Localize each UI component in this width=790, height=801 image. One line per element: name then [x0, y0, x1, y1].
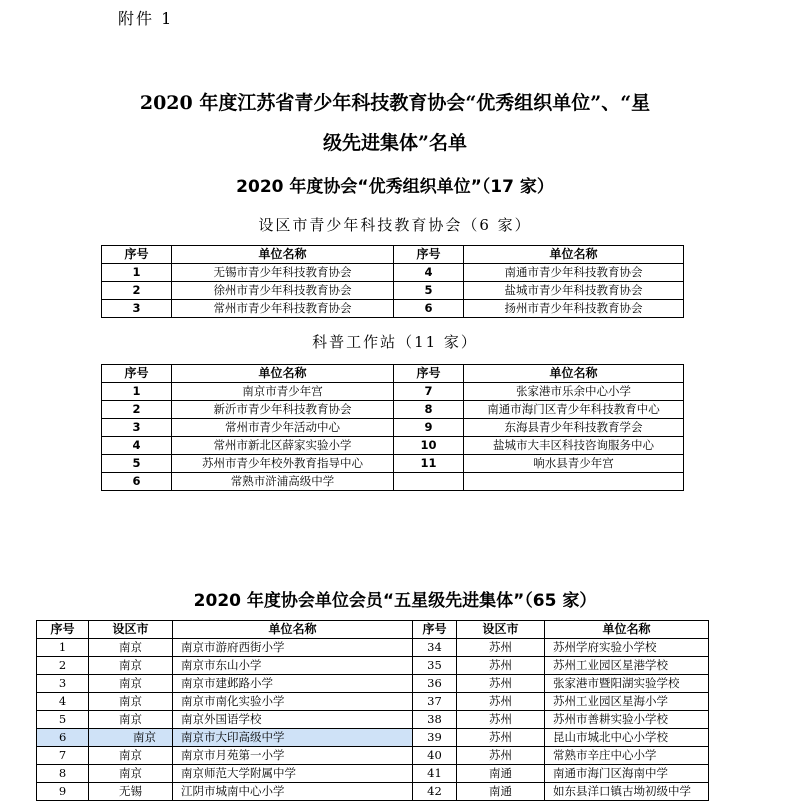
header-unit: 单位名称 — [545, 621, 709, 639]
table-association — [101, 245, 684, 318]
table-row — [37, 765, 709, 783]
seq-cell: 7 — [37, 747, 89, 765]
seq-cell: 6 — [102, 473, 172, 491]
seq-cell: 6 — [394, 300, 464, 318]
seq-cell: 36 — [413, 675, 457, 693]
table-row — [37, 711, 709, 729]
unit-cell: 南京市青少年宫 — [172, 383, 394, 401]
seq-cell: 11 — [394, 455, 464, 473]
table-row — [102, 473, 684, 491]
document-title-line-2: 级先进集体”名单 — [323, 132, 467, 154]
table-row — [102, 401, 684, 419]
district-cell: 南京 — [89, 765, 173, 783]
unit-cell: 江阴市城南中心小学 — [173, 783, 413, 801]
unit-cell: 昆山市城北中心小学校 — [545, 729, 709, 747]
district-cell: 南京 — [89, 657, 173, 675]
seq-cell: 5 — [394, 282, 464, 300]
unit-cell: 常熟市辛庄中心小学 — [545, 747, 709, 765]
header-seq: 序号 — [37, 621, 89, 639]
unit-cell: 南京师范大学附属中学 — [173, 765, 413, 783]
district-cell: 南京 — [89, 675, 173, 693]
seq-cell: 3 — [102, 419, 172, 437]
group1-caption: 设区市青少年科技教育协会（6 家） — [258, 216, 532, 234]
seq-cell-selected[interactable]: 6 — [37, 729, 89, 747]
unit-cell: 南京外国语学校 — [173, 711, 413, 729]
district-cell: 南京 — [89, 639, 173, 657]
table-row — [102, 455, 684, 473]
seq-cell: 9 — [37, 783, 89, 801]
table-workstation — [101, 364, 684, 491]
unit-cell: 苏州工业园区星海小学 — [545, 693, 709, 711]
district-cell: 南京 — [89, 711, 173, 729]
table-five-star — [36, 620, 709, 801]
unit-cell: 苏州学府实验小学校 — [545, 639, 709, 657]
unit-cell: 南京市东山小学 — [173, 657, 413, 675]
district-cell: 南京 — [89, 693, 173, 711]
seq-cell: 37 — [413, 693, 457, 711]
district-cell: 苏州 — [457, 693, 545, 711]
district-cell: 苏州 — [457, 747, 545, 765]
seq-cell: 2 — [37, 657, 89, 675]
district-cell: 南通 — [457, 783, 545, 801]
district-cell: 南京 — [89, 747, 173, 765]
unit-cell: 南京市游府西街小学 — [173, 639, 413, 657]
seq-cell — [394, 473, 464, 491]
seq-cell: 8 — [394, 401, 464, 419]
seq-cell: 9 — [394, 419, 464, 437]
district-cell: 无锡 — [89, 783, 173, 801]
unit-cell: 扬州市青少年科技教育协会 — [464, 300, 684, 318]
unit-cell: 常州市青少年活动中心 — [172, 419, 394, 437]
seq-cell: 3 — [37, 675, 89, 693]
unit-cell: 常熟市浒浦高级中学 — [172, 473, 394, 491]
table-row — [37, 657, 709, 675]
unit-cell: 东海县青少年科技教育学会 — [464, 419, 684, 437]
unit-cell: 南通市海门区海南中学 — [545, 765, 709, 783]
seq-cell: 35 — [413, 657, 457, 675]
seq-cell: 8 — [37, 765, 89, 783]
header-unit: 单位名称 — [173, 621, 413, 639]
attachment-label: 附件 1 — [118, 9, 174, 28]
unit-cell: 南京市南化实验小学 — [173, 693, 413, 711]
header-district: 设区市 — [457, 621, 545, 639]
district-cell: 南通 — [457, 765, 545, 783]
unit-cell: 如东县洋口镇古坳初级中学 — [545, 783, 709, 801]
seq-cell: 40 — [413, 747, 457, 765]
unit-cell: 南京市建邺路小学 — [173, 675, 413, 693]
section2-title: 2020 年度协会单位会员“五星级先进集体”（65 家） — [193, 591, 597, 611]
table-row — [102, 300, 684, 318]
seq-cell: 41 — [413, 765, 457, 783]
unit-cell: 南京市月苑第一小学 — [173, 747, 413, 765]
unit-cell: 盐城市青少年科技教育协会 — [464, 282, 684, 300]
unit-cell: 新沂市青少年科技教育协会 — [172, 401, 394, 419]
unit-cell: 盐城市大丰区科技咨询服务中心 — [464, 437, 684, 455]
seq-cell: 38 — [413, 711, 457, 729]
district-cell: 苏州 — [457, 729, 545, 747]
district-cell: 苏州 — [457, 711, 545, 729]
unit-cell — [464, 473, 684, 491]
district-cell: 苏州 — [457, 675, 545, 693]
unit-cell: 常州市青少年科技教育协会 — [172, 300, 394, 318]
table-row — [102, 282, 684, 300]
district-cell: 苏州 — [457, 639, 545, 657]
header-unit: 单位名称 — [172, 246, 394, 264]
unit-cell: 张家港市乐余中心小学 — [464, 383, 684, 401]
seq-cell: 2 — [102, 282, 172, 300]
document-title-line-1: 2020 年度江苏省青少年科技教育协会“优秀组织单位”、“星 — [139, 92, 651, 114]
seq-cell: 42 — [413, 783, 457, 801]
seq-cell: 4 — [37, 693, 89, 711]
seq-cell: 1 — [102, 264, 172, 282]
seq-cell: 3 — [102, 300, 172, 318]
seq-cell: 5 — [37, 711, 89, 729]
table-row — [37, 639, 709, 657]
table-header-row — [37, 621, 709, 639]
unit-cell-selected[interactable]: 南京市大印高级中学 — [173, 729, 413, 747]
unit-cell: 响水县青少年宫 — [464, 455, 684, 473]
unit-cell: 南通市海门区青少年科技教育中心 — [464, 401, 684, 419]
table-row — [102, 383, 684, 401]
unit-cell: 无锡市青少年科技教育协会 — [172, 264, 394, 282]
seq-cell: 2 — [102, 401, 172, 419]
table-row — [37, 693, 709, 711]
unit-cell: 苏州工业园区星港学校 — [545, 657, 709, 675]
group2-caption: 科普工作站（11 家） — [312, 333, 478, 351]
seq-cell: 10 — [394, 437, 464, 455]
header-seq: 序号 — [102, 246, 172, 264]
unit-cell: 张家港市暨阳湖实验学校 — [545, 675, 709, 693]
unit-cell: 苏州市善耕实验小学校 — [545, 711, 709, 729]
table-header-row — [102, 365, 684, 383]
header-unit: 单位名称 — [172, 365, 394, 383]
table-row — [102, 437, 684, 455]
table-row-selected[interactable] — [37, 729, 709, 747]
seq-cell: 4 — [102, 437, 172, 455]
seq-cell: 1 — [37, 639, 89, 657]
table-row — [37, 747, 709, 765]
table-row — [102, 264, 684, 282]
unit-cell: 南通市青少年科技教育协会 — [464, 264, 684, 282]
seq-cell: 5 — [102, 455, 172, 473]
unit-cell: 徐州市青少年科技教育协会 — [172, 282, 394, 300]
header-unit: 单位名称 — [464, 365, 684, 383]
table-row — [37, 675, 709, 693]
header-seq: 序号 — [413, 621, 457, 639]
table-header-row — [102, 246, 684, 264]
table-row — [102, 419, 684, 437]
seq-cell: 4 — [394, 264, 464, 282]
header-unit: 单位名称 — [464, 246, 684, 264]
seq-cell: 7 — [394, 383, 464, 401]
district-cell-selected[interactable]: 南京 — [89, 729, 173, 747]
table-row — [37, 783, 709, 801]
seq-cell: 1 — [102, 383, 172, 401]
header-seq: 序号 — [394, 365, 464, 383]
header-seq: 序号 — [102, 365, 172, 383]
header-district: 设区市 — [89, 621, 173, 639]
seq-cell: 39 — [413, 729, 457, 747]
seq-cell: 34 — [413, 639, 457, 657]
unit-cell: 苏州市青少年校外教育指导中心 — [172, 455, 394, 473]
unit-cell: 常州市新北区薛家实验小学 — [172, 437, 394, 455]
section1-title: 2020 年度协会“优秀组织单位”（17 家） — [236, 177, 554, 197]
header-seq: 序号 — [394, 246, 464, 264]
district-cell: 苏州 — [457, 657, 545, 675]
